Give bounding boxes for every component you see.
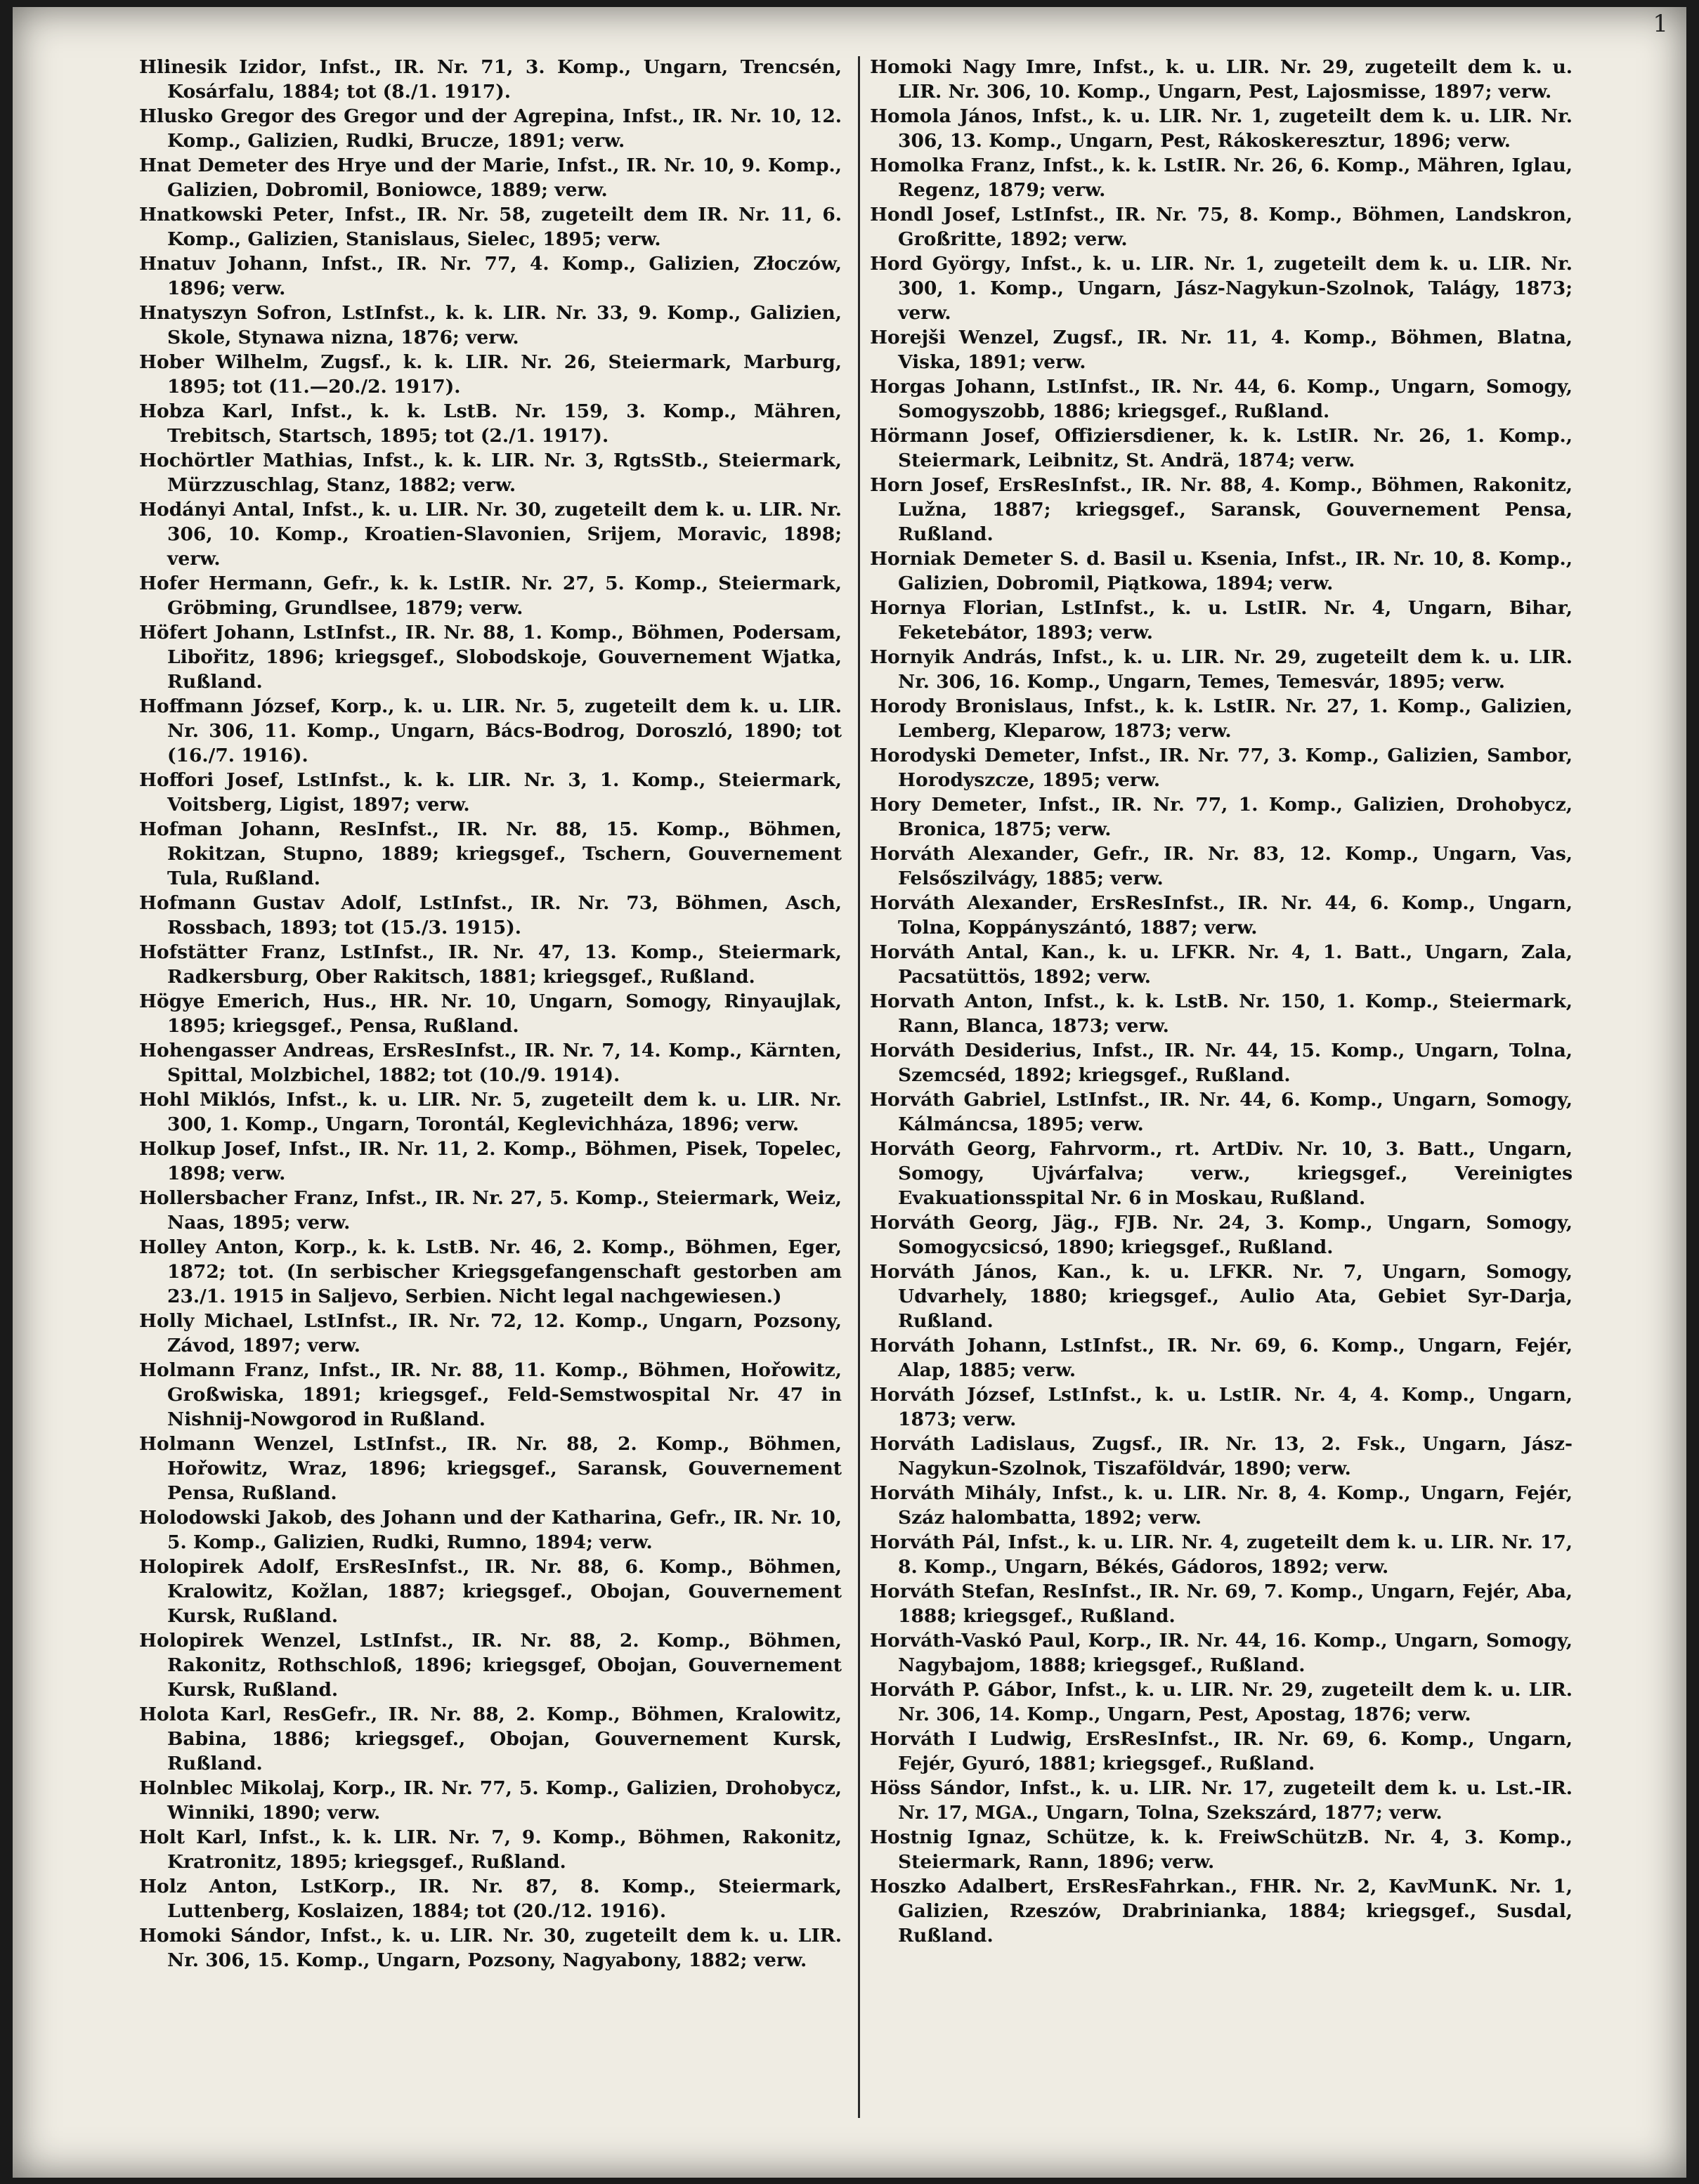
list-entry: [139, 940, 842, 989]
list-entry: [870, 694, 1573, 743]
entry-name: Holopirek Adolf: [139, 1556, 314, 1578]
list-entry: [870, 374, 1573, 424]
entry-details: , Infst., IR. Nr. 44, 15. Komp., Ungarn, Tolna, Szemcséd, 1892; kriegsgef., Rußland.: [898, 1040, 1573, 1086]
entry-name: Horváth Johann: [870, 1335, 1041, 1356]
entry-name: Hoffmann József: [139, 695, 315, 717]
entry-details: , Hus., HR. Nr. 10, Ungarn, Somogy, Rinyaujlak, 1895; kriegsgef., Pensa, Rußland.: [167, 990, 842, 1037]
scanned-page: [13, 7, 1686, 2178]
list-entry: [870, 1333, 1573, 1382]
entry-name: Hobza Karl: [139, 400, 268, 422]
entry-details: , ErsResInfst., IR. Nr. 88, 6. Komp., Böhmen, Kralowitz, Kožlan, 1887; kriegsgef., Obojan, Gouvernement Kursk, Rußland.: [167, 1556, 842, 1627]
entry-name: Horváth P. Gábor: [870, 1679, 1051, 1701]
entry-name: Höfert Johann: [139, 622, 289, 643]
list-entry: [870, 1210, 1573, 1260]
entry-name: Homoki Sándor: [139, 1925, 305, 1947]
entry-name: Horváth Alexander: [870, 892, 1072, 914]
entry-name: Holly Michael: [139, 1310, 288, 1332]
entry-details: , ErsResFahrkan., FHR. Nr. 2, KavMunK. Nr. 1, Galizien, Rzeszów, Drabrinianka, 1884; kriegsgef., Susdal, Rußland.: [898, 1876, 1573, 1947]
entry-details: , Infst., k. k. LstIR. Nr. 26, 6. Komp., Mähren, Iglau, Regenz, 1879; verw.: [898, 155, 1573, 201]
entry-details: , LstInfst., IR. Nr. 44, 6. Komp., Ungarn, Somogy, Kálmáncsa, 1895; verw.: [898, 1089, 1573, 1135]
entry-details: , Infst., k. u. LIR. Nr. 4, zugeteilt dem k. u. LIR. Nr. 17, 8. Komp., Ungarn, Békés, Gádoros, 1892; verw.: [898, 1531, 1573, 1578]
entry-name: Horgas Johann: [870, 376, 1030, 398]
list-entry: [139, 448, 842, 497]
entry-name: Hoffori Josef: [139, 769, 278, 791]
entry-name: Holopirek Wenzel: [139, 1630, 336, 1652]
list-entry: [870, 596, 1573, 645]
entry-name: Hober Wilhelm: [139, 351, 303, 373]
entry-details: , Schütze, k. k. FreiwSchützB. Nr. 4, 3. Komp., Steiermark, Rann, 1896; verw.: [898, 1826, 1573, 1873]
list-entry: [870, 1628, 1573, 1678]
entry-name: Horváth Ladislaus: [870, 1433, 1070, 1455]
list-entry: [139, 1309, 842, 1358]
entry-name: Horváth József: [870, 1384, 1029, 1406]
entry-name: Hollersbacher Franz: [139, 1187, 353, 1209]
list-entry: [139, 1087, 842, 1137]
list-entry: [139, 1776, 842, 1825]
list-entry: [870, 424, 1573, 473]
entry-details: , LstKorp., IR. Nr. 87, 8. Komp., Steiermark, Luttenberg, Koslaizen, 1884; tot (20./12. 1916).: [167, 1876, 842, 1922]
entry-name: Horn Josef: [870, 474, 984, 496]
entry-details: , Infst., k. k. LstB. Nr. 150, 1. Komp., Steiermark, Rann, Blanca, 1873; verw.: [898, 990, 1573, 1037]
column-divider: [858, 56, 860, 2118]
entry-details: , Infst., k. k. LIR. Nr. 3, RgtsStb., Steiermark, Mürzzuschlag, Stanz, 1882; verw.: [167, 450, 842, 496]
entry-details: , ResInfst., IR. Nr. 88, 15. Komp., Böhmen, Rokitzan, Stupno, 1889; kriegsgef., Tschern, Gouvernement Tula, Rußland.: [167, 818, 842, 889]
list-entry: [870, 325, 1573, 374]
right-column: [870, 55, 1573, 1948]
entry-name: Hnatuv Johann: [139, 253, 302, 275]
entry-name: Hnatyszyn Sofron: [139, 302, 327, 324]
entry-details: , ErsResInfst., IR. Nr. 7, 14. Komp., Kärnten, Spittal, Molzbichel, 1882; tot (10./9. 1914).: [167, 1040, 842, 1086]
entry-name: Hlinesik Izidor: [139, 56, 301, 78]
list-entry: [139, 817, 842, 891]
entry-details: , ErsResInfst., IR. Nr. 88, 4. Komp., Böhmen, Rakonitz, Lužna, 1887; kriegsgef., Saransk, Gouvernement Pensa, Rußland.: [898, 474, 1573, 545]
list-entry: [870, 743, 1573, 792]
entry-details: , Infst., k. k. LstB. Nr. 159, 3. Komp., Mähren, Trebitsch, Startsch, 1895; tot (2./1. 1917).: [167, 400, 842, 447]
list-entry: [870, 645, 1573, 694]
entry-name: Horváth Mihály: [870, 1482, 1036, 1504]
list-entry: [870, 473, 1573, 547]
entry-name: Horváth Stefan: [870, 1581, 1029, 1602]
list-entry: [870, 1038, 1573, 1087]
list-entry: [139, 497, 842, 571]
entry-details: des Hrye und der Marie, Infst., IR. Nr. 10, 9. Komp., Galizien, Dobromil, Boniowce, 1889; verw.: [167, 155, 842, 201]
entry-name: Hornya Florian: [870, 597, 1039, 619]
entry-details: , Infst., k. u. LIR. Nr. 30, zugeteilt dem k. u. LIR. Nr. 306, 15. Komp., Ungarn, Pozsony, Nagyabony, 1882; verw.: [167, 1925, 842, 1971]
list-entry: [139, 1186, 842, 1235]
entry-name: Horváth Desiderius: [870, 1040, 1076, 1061]
list-entry: [870, 1727, 1573, 1776]
entry-details: , Offiziersdiener, k. k. LstIR. Nr. 26, 1. Komp., Steiermark, Leibnitz, St. Andrä, 1874; verw.: [898, 425, 1573, 471]
list-entry: [870, 1382, 1573, 1432]
list-entry: [870, 251, 1573, 325]
entry-details: , LstInfst., k. u. LstIR. Nr. 4, 4. Komp., Ungarn, 1873; verw.: [898, 1384, 1573, 1430]
entry-name: Högye Emerich: [139, 990, 305, 1012]
list-entry: [139, 153, 842, 202]
entry-name: Hlusko Gregor: [139, 105, 294, 127]
entry-name: Hochörtler Mathias: [139, 450, 348, 471]
list-entry: [870, 1579, 1573, 1628]
entry-details: , Infst., k. k. LIR. Nr. 7, 9. Komp., Böhmen, Rakonitz, Kratronitz, 1895; kriegsgef., Rußland.: [167, 1826, 842, 1873]
list-entry: [870, 55, 1573, 104]
list-entry: [139, 251, 842, 301]
entry-details: , Zugsf., k. k. LIR. Nr. 26, Steiermark, Marburg, 1895; tot (11.—20./2. 1917).: [167, 351, 842, 398]
entry-details: , Kan., k. u. LFKR. Nr. 4, 1. Batt., Ungarn, Zala, Pacsatüttös, 1892; verw.: [898, 941, 1573, 988]
entry-name: Holt Karl: [139, 1826, 242, 1848]
list-entry: [870, 202, 1573, 251]
entry-details: Demeter S. d. Basil u. Ksenia, Infst., IR. Nr. 10, 8. Komp., Galizien, Dobromil, Piątkowa, 1894; verw.: [898, 548, 1573, 594]
entry-name: Holkup Josef: [139, 1138, 275, 1160]
list-entry: [870, 1530, 1573, 1579]
entry-details: , Infst., IR. Nr. 77, 3. Komp., Galizien, Sambor, Horodyszcze, 1895; verw.: [898, 745, 1573, 791]
entry-details: , Infst., k. u. LIR. Nr. 29, zugeteilt dem k. u. LIR. Nr. 306, 14. Komp., Ungarn, Pest, Apostag, 1876; verw.: [898, 1679, 1573, 1725]
entry-details: , Korp., k. k. LstB. Nr. 46, 2. Komp., Böhmen, Eger, 1872; tot. (In serbischer Kriegsgefangenschaft gestorben am 23./1. 1915 in Saljevo, Serbien. Nicht legal nachgewiesen.): [167, 1236, 842, 1307]
entry-details: , LstInfst., k. k. LIR. Nr. 33, 9. Komp., Galizien, Skole, Stynawa nizna, 1876; verw.: [167, 302, 842, 348]
list-entry: [870, 1432, 1573, 1481]
entry-name: Horváth-Vaskó Paul: [870, 1630, 1075, 1652]
entry-name: Horváth Antal: [870, 941, 1023, 963]
entry-name: Horniak: [870, 548, 956, 570]
list-entry: [139, 399, 842, 448]
entry-details: , LstInfst., k. u. LstIR. Nr. 4, Ungarn, Bihar, Feketebátor, 1893; verw.: [898, 597, 1573, 643]
entry-details: , LstInfst., k. k. LIR. Nr. 3, 1. Komp., Steiermark, Voitsberg, Ligist, 1897; verw.: [167, 769, 842, 816]
entry-name: Holnblec Mikolaj: [139, 1777, 319, 1799]
entry-name: Holley Anton: [139, 1236, 278, 1258]
entry-name: Homola János: [870, 105, 1017, 127]
entry-details: , Zugsf., IR. Nr. 13, 2. Fsk., Ungarn, Jász-Nagykun-Szolnok, Tiszaföldvár, 1890; verw.: [898, 1433, 1573, 1479]
entry-name: Holmann Franz: [139, 1359, 304, 1381]
list-entry: [139, 1874, 842, 1923]
entry-name: Hohengasser Andreas: [139, 1040, 369, 1061]
entry-details: , Infst., k. u. LIR. Nr. 5, zugeteilt dem k. u. LIR. Nr. 300, 1. Komp., Ungarn, Torontál, Keglevichháza, 1896; verw.: [167, 1089, 842, 1135]
entry-details: , Gefr., k. k. LstIR. Nr. 27, 5. Komp., Steiermark, Gröbming, Grundlsee, 1879; verw.: [167, 573, 842, 619]
entry-name: Hnatkowski Peter: [139, 204, 329, 225]
list-entry: [139, 620, 842, 694]
entry-details: , LstInfst., IR. Nr. 44, 6. Komp., Ungarn, Somogy, Somogyszobb, 1886; kriegsgef., Rußland.: [898, 376, 1573, 422]
entry-details: , Infst., k. u. LIR. Nr. 30, zugeteilt dem k. u. LIR. Nr. 306, 10. Komp., Kroatien-Slavonien, Srijem, Moravic, 1898; verw.: [167, 499, 842, 570]
list-entry: [870, 1776, 1573, 1825]
entry-name: Hofstätter Franz: [139, 941, 320, 963]
entry-name: Hodányi Antal: [139, 499, 289, 521]
entry-details: , ErsResInfst., IR. Nr. 44, 6. Komp., Ungarn, Tolna, Koppányszántó, 1887; verw.: [898, 892, 1573, 939]
entry-details: , Kan., k. u. LFKR. Nr. 7, Ungarn, Somogy, Udvarhely, 1880; kriegsgef., Aulio Ata, Gebiet Syr-Darja, Rußland.: [898, 1261, 1573, 1332]
entry-name: Hohl Miklós: [139, 1089, 271, 1111]
entry-details: , Infst., IR. Nr. 88, 11. Komp., Böhmen, Hořowitz, Großwiska, 1891; kriegsgef., Feld-Semstwospital Nr. 47 in Nishnij-Nowgorod in Rußland.: [167, 1359, 842, 1430]
entry-name: Horodyski Demeter: [870, 745, 1074, 766]
entry-details: , Infst., k. u. LIR. Nr. 8, 4. Komp., Ungarn, Fejér, Száz halombatta, 1892; verw.: [898, 1482, 1573, 1529]
entry-details: , Infst., k. u. LIR. Nr. 1, zugeteilt dem k. u. LIR. Nr. 306, 13. Komp., Ungarn, Pest, Rákoskeresztur, 1896; verw.: [898, 105, 1573, 152]
list-entry: [139, 1825, 842, 1874]
list-entry: [139, 1038, 842, 1087]
entry-name: Homolka Franz: [870, 155, 1030, 176]
entry-details: , Jäg., FJB. Nr. 24, 3. Komp., Ungarn, Somogy, Somogycsicsó, 1890; kriegsgef., Rußland.: [898, 1212, 1573, 1258]
list-entry: [870, 104, 1573, 153]
entry-details: , LstInfst., IR. Nr. 47, 13. Komp., Steiermark, Radkersburg, Ober Rakitsch, 1881; kriegsgef., Rußland.: [167, 941, 842, 988]
entry-details: , Gefr., IR. Nr. 83, 12. Komp., Ungarn, Vas, Felsőszilvágy, 1885; verw.: [898, 843, 1573, 889]
list-entry: [139, 301, 842, 350]
entry-details: , Infst., IR. Nr. 11, 2. Komp., Böhmen, Pisek, Topelec, 1898; verw.: [167, 1138, 842, 1184]
list-entry: [870, 1260, 1573, 1333]
entry-name: Hory Demeter: [870, 794, 1022, 816]
list-entry: [139, 891, 842, 940]
list-entry: [870, 1825, 1573, 1874]
entry-details: , Fahrvorm., rt. ArtDiv. Nr. 10, 3. Batt., Ungarn, Somogy, Ujvárfalva; verw., kriegsgef., Vereinigtes Evakuationsspital Nr. 6 in Moskau, Rußland.: [898, 1138, 1573, 1209]
entry-name: Hnat Demeter: [139, 155, 288, 176]
list-entry: [139, 1358, 842, 1432]
list-entry: [139, 694, 842, 768]
entry-name: Hord György: [870, 253, 1005, 275]
entry-name: Horejši Wenzel: [870, 327, 1034, 348]
entry-details: , LstInfst., IR. Nr. 88, 1. Komp., Böhmen, Podersam, Libořitz, 1896; kriegsgef., Slobodskoje, Gouvernement Wjatka, Rußland.: [167, 622, 842, 693]
entry-name: Horvath Anton: [870, 990, 1027, 1012]
entry-name: Holz Anton: [139, 1876, 272, 1897]
entry-name: Hörmann Josef: [870, 425, 1034, 447]
list-entry: [870, 989, 1573, 1038]
list-entry: [870, 1137, 1573, 1210]
entry-details: , LstInfst., IR. Nr. 69, 6. Komp., Ungarn, Fejér, Alap, 1885; verw.: [898, 1335, 1573, 1381]
entry-name: Homoki Nagy Imre: [870, 56, 1076, 78]
entry-details: , Korp., IR. Nr. 77, 5. Komp., Galizien, Drohobycz, Winniki, 1890; verw.: [167, 1777, 842, 1824]
entry-details: , LstInfst., IR. Nr. 88, 2. Komp., Böhmen, Rakonitz, Rothschloß, 1896; kriegsgef, Obojan, Gouvernement Kursk, Rußland.: [167, 1630, 842, 1701]
entry-details: , ResInfst., IR. Nr. 69, 7. Komp., Ungarn, Fejér, Aba, 1888; kriegsgef., Rußland.: [898, 1581, 1573, 1627]
entry-details: , des Johann und der Katharina, Gefr., IR. Nr. 10, 5. Komp., Galizien, Rudki, Rumno, 1894; verw.: [167, 1507, 842, 1553]
entry-details: , Zugsf., IR. Nr. 11, 4. Komp., Böhmen, Blatna, Viska, 1891; verw.: [898, 327, 1573, 373]
entry-name: Hofer Hermann: [139, 573, 307, 594]
list-entry: [139, 768, 842, 817]
entry-name: Horváth Gabriel: [870, 1089, 1041, 1111]
left-column: [139, 55, 842, 1973]
entry-name: Horváth I Ludwig: [870, 1728, 1066, 1750]
entry-name: Horváth Pál: [870, 1531, 995, 1553]
list-entry: [870, 547, 1573, 596]
entry-details: , Infst., IR. Nr. 58, zugeteilt dem IR. Nr. 11, 6. Komp., Galizien, Stanislaus, Sielec, 1895; verw.: [167, 204, 842, 250]
entry-details: , Korp., IR. Nr. 44, 16. Komp., Ungarn, Somogy, Nagybajom, 1888; kriegsgef., Rußland.: [898, 1630, 1573, 1676]
list-entry: [139, 104, 842, 153]
list-entry: [870, 940, 1573, 989]
list-entry: [139, 571, 842, 620]
list-entry: [870, 842, 1573, 891]
list-entry: [139, 55, 842, 104]
entry-name: Hondl Josef: [870, 204, 995, 225]
list-entry: [870, 1481, 1573, 1530]
entry-details: , LstInfst., IR. Nr. 73, Böhmen, Asch, Rossbach, 1893; tot (15./3. 1915).: [167, 892, 842, 939]
list-entry: [139, 350, 842, 399]
entry-name: Höss Sándor: [870, 1777, 1005, 1799]
entry-name: Hofmann Gustav Adolf: [139, 892, 396, 914]
entry-details: , LstInfst., IR. Nr. 75, 8. Komp., Böhmen, Landskron, Großritte, 1892; verw.: [898, 204, 1573, 250]
entry-details: , Infst., k. u. LIR. Nr. 29, zugeteilt dem k. u. LIR. Nr. 306, 16. Komp., Ungarn, Temes, Temesvár, 1895; verw.: [898, 646, 1573, 693]
entry-name: Hofman Johann: [139, 818, 315, 840]
entry-details: , Infst., IR. Nr. 27, 5. Komp., Steiermark, Weiz, Naas, 1895; verw.: [167, 1187, 842, 1234]
entry-details: , ResGefr., IR. Nr. 88, 2. Komp., Böhmen, Kralowitz, Babina, 1886; kriegsgef., Obojan, Gouvernement Kursk, Rußland.: [167, 1704, 842, 1774]
entry-details: , LstInfst., IR. Nr. 72, 12. Komp., Ungarn, Pozsony, Závod, 1897; verw.: [167, 1310, 842, 1356]
list-entry: [139, 1923, 842, 1973]
list-entry: [139, 1432, 842, 1505]
entry-details: , Infst., k. u. LIR. Nr. 1, zugeteilt dem k. u. LIR. Nr. 300, 1. Komp., Ungarn, Jász-Nagykun-Szolnok, Talágy, 1873; verw.: [898, 253, 1573, 324]
list-entry: [139, 202, 842, 251]
entry-name: Holmann Wenzel: [139, 1433, 328, 1455]
entry-details: des Gregor und der Agrepina, Infst., IR. Nr. 10, 12. Komp., Galizien, Rudki, Brucze, 1891; verw.: [167, 105, 842, 152]
page-mark: 1: [1653, 10, 1668, 38]
entry-name: Horváth Georg: [870, 1212, 1032, 1234]
list-entry: [870, 792, 1573, 842]
entry-name: Hostnig Ignaz: [870, 1826, 1026, 1848]
entry-name: Horváth János: [870, 1261, 1031, 1283]
list-entry: [139, 1628, 842, 1702]
list-entry: [870, 153, 1573, 202]
list-entry: [139, 1555, 842, 1628]
entry-details: , Korp., k. u. LIR. Nr. 5, zugeteilt dem k. u. LIR. Nr. 306, 11. Komp., Ungarn, Bács-Bodrog, Doroszló, 1890; tot (16./7. 1916).: [167, 695, 842, 766]
entry-name: Hoszko Adalbert: [870, 1876, 1048, 1897]
entry-name: Horody Bronislaus: [870, 695, 1068, 717]
list-entry: [870, 891, 1573, 940]
entry-details: , ErsResInfst., IR. Nr. 69, 6. Komp., Ungarn, Fejér, Gyuró, 1881; kriegsgef., Rußland.: [898, 1728, 1573, 1774]
entry-name: Hornyik András: [870, 646, 1037, 668]
list-entry: [139, 989, 842, 1038]
entry-name: Holota Karl: [139, 1704, 266, 1725]
entry-name: Holodowski Jakob: [139, 1507, 327, 1529]
list-entry: [139, 1235, 842, 1309]
entry-details: , LstInfst., IR. Nr. 88, 2. Komp., Böhmen, Hořowitz, Wraz, 1896; kriegsgef., Saransk, Gouvernement Pensa, Rußland.: [167, 1433, 842, 1504]
entry-name: Horváth Alexander: [870, 843, 1074, 865]
entry-name: Horváth Georg: [870, 1138, 1031, 1160]
list-entry: [870, 1874, 1573, 1948]
entry-details: , Infst., IR. Nr. 71, 3. Komp., Ungarn, Trencsén, Kosárfalu, 1884; tot (8./1. 1917).: [167, 56, 842, 103]
list-entry: [870, 1678, 1573, 1727]
list-entry: [139, 1505, 842, 1555]
list-entry: [870, 1087, 1573, 1137]
entry-details: , Infst., IR. Nr. 77, 4. Komp., Galizien, Złoczów, 1896; verw.: [167, 253, 842, 299]
entry-details: , Infst., k. k. LstIR. Nr. 27, 1. Komp., Galizien, Lemberg, Kleparow, 1873; verw.: [898, 695, 1573, 742]
entry-details: , Infst., IR. Nr. 77, 1. Komp., Galizien, Drohobycz, Bronica, 1875; verw.: [898, 794, 1573, 840]
list-entry: [139, 1702, 842, 1776]
list-entry: [139, 1137, 842, 1186]
entry-details: , Infst., k. u. LIR. Nr. 17, zugeteilt dem k. u. Lst.-IR. Nr. 17, MGA., Ungarn, Tolna, Szekszárd, 1877; verw.: [898, 1777, 1573, 1824]
entry-details: , Infst., k. u. LIR. Nr. 29, zugeteilt dem k. u. LIR. Nr. 306, 10. Komp., Ungarn, Pest, Lajosmisse, 1897; verw.: [898, 56, 1573, 103]
